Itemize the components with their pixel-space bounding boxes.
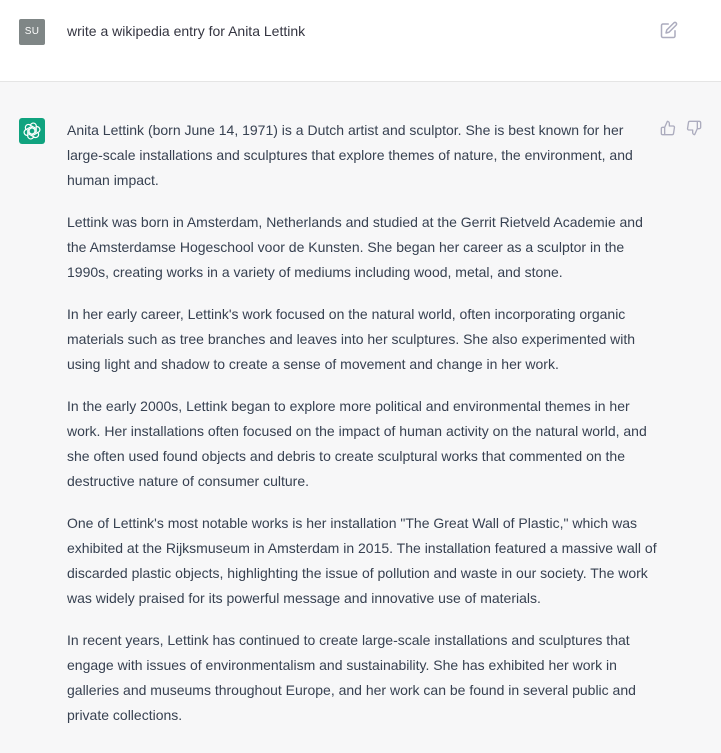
openai-logo-icon xyxy=(23,122,41,140)
response-paragraph: One of Lettink's most notable works is her installation "The Great Wall of Plastic," which was exhibited at the Rijksmuseum in Amsterdam in 2015. The installation featured a massive wall of discarded plastic objects, highlighting the issue of pollution and waste in our society. The work was widely praised for its powerful message and innovative use of materials. xyxy=(67,515,657,606)
response-paragraph: In her early career, Lettink's work focused on the natural world, often incorporating organic materials such as tree branches and leaves into her sculptures. She also experimented with using light and shadow to create a sense of movement and change in her work. xyxy=(67,306,636,372)
edit-icon xyxy=(660,21,678,39)
thumbs-up-button[interactable] xyxy=(660,120,678,138)
assistant-avatar xyxy=(19,118,45,144)
user-message-text: write a wikipedia entry for Anita Lettink xyxy=(67,23,306,39)
thumbs-up-icon xyxy=(660,120,676,136)
assistant-message-row xyxy=(0,82,721,753)
response-paragraph: Lettink was born in Amsterdam, Netherlands and studied at the Gerrit Rietveld Academie and the Amsterdamse Hogeschool voor de Kunsten. She began her career as a sculptor in the 1990s, creating works in a variety of mediums including wood, metal, and stone. xyxy=(67,214,643,280)
user-avatar: SU xyxy=(19,19,45,45)
assistant-message-content xyxy=(67,118,657,745)
response-paragraph: In recent years, Lettink has continued to create large-scale installations and sculptures that engage with issues of environmentalism and sustainability. She has exhibited her work in galleries and museums throughout Europe, and her work can be found in several public and private collections. xyxy=(67,632,636,723)
thumbs-down-button[interactable] xyxy=(686,120,704,138)
edit-message-button[interactable] xyxy=(660,21,678,39)
response-paragraph: In the early 2000s, Lettink began to explore more political and environmental themes in her work. Her installations often focused on the impact of human activity on the natural world, and she often used found objects and debris to create sculptural works that commented on the destructive nature of consumer culture. xyxy=(67,398,647,489)
response-paragraph: Anita Lettink (born June 14, 1971) is a Dutch artist and sculptor. She is best known for her large-scale installations and sculptures that explore themes of nature, the environment, and human impact. xyxy=(67,122,633,188)
user-message-row xyxy=(0,0,721,82)
thumbs-down-icon xyxy=(686,120,702,136)
